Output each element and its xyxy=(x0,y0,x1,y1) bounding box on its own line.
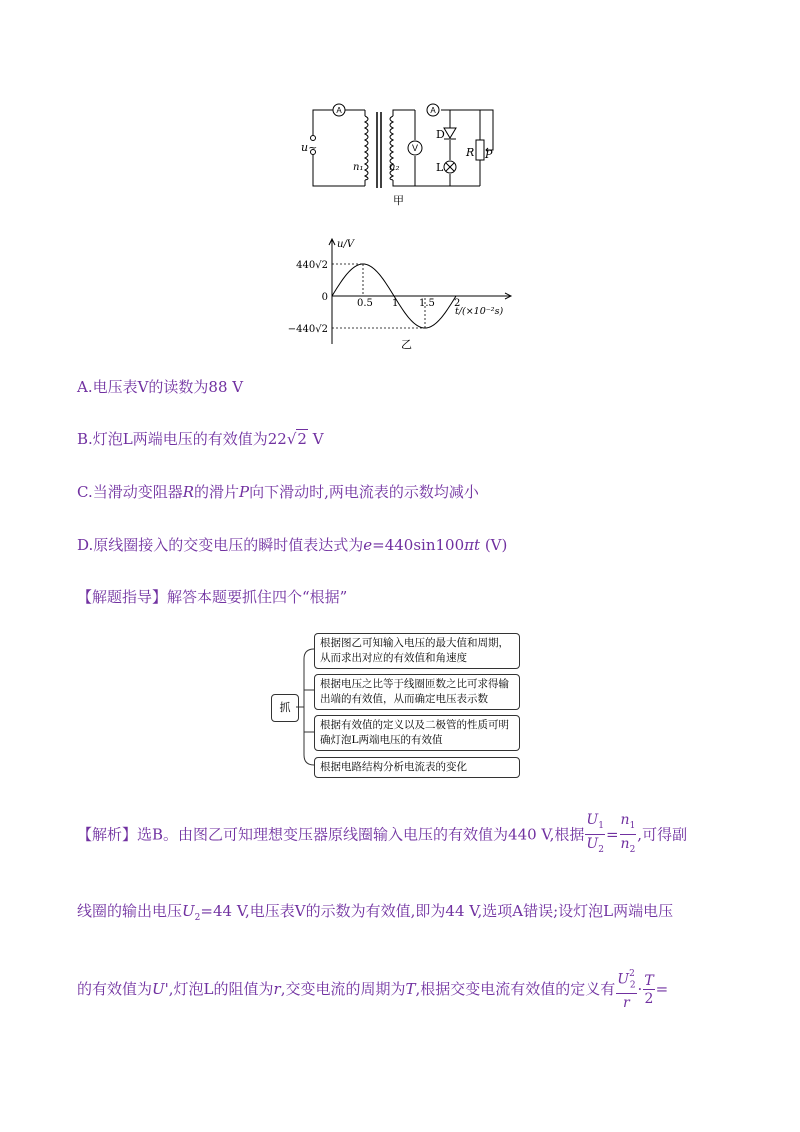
dot-operator: · xyxy=(637,980,643,999)
analysis-r: r xyxy=(273,980,281,999)
analysis-u2-sub: 2 xyxy=(194,913,201,923)
analysis-text-2a: 线圈的输出电压 xyxy=(77,902,183,920)
x-tick-label: 1.5 xyxy=(419,298,435,309)
frac1-den-sub: 2 xyxy=(598,844,604,855)
frac1-num-sub: 1 xyxy=(598,820,604,831)
option-a-text: A.电压表V的读数为88 V xyxy=(77,378,244,396)
circuit-caption: 甲 xyxy=(393,194,404,207)
frac3-num-sub: 2 xyxy=(629,980,636,991)
analysis-text-3a: 的有效值为 xyxy=(77,980,153,999)
option-d-e: e xyxy=(363,536,373,554)
option-b-text: B.灯泡L两端电压的有效值为22 xyxy=(77,430,287,448)
frac3-num: U xyxy=(617,971,630,988)
fraction-u2sq-r xyxy=(616,968,636,1012)
circuit-diagram xyxy=(295,100,510,210)
frac3-num-sup: 2 xyxy=(629,969,635,979)
diode-label: D xyxy=(436,128,445,141)
chart-caption: 乙 xyxy=(401,338,412,351)
mindmap-item-4: 根据电路结构分析电流表的变化 xyxy=(314,757,520,778)
resistor-label: R xyxy=(466,146,475,159)
waveform-chart xyxy=(285,236,525,354)
analysis-t: T xyxy=(405,980,416,999)
mindmap-root: 抓 xyxy=(271,694,299,722)
frac2-den-sub: 2 xyxy=(629,844,636,855)
y-tick-label: −440√2 xyxy=(287,324,328,335)
source-label: u~ xyxy=(301,141,318,154)
ammeter-primary-glyph: A xyxy=(336,106,342,115)
frac4-num: T xyxy=(644,972,654,989)
fraction-t-2 xyxy=(643,973,654,1008)
slider-label: P xyxy=(485,148,493,161)
frac3-den: r xyxy=(623,995,630,1012)
x-tick-label: 1 xyxy=(392,298,399,309)
lamp-label: L xyxy=(436,161,444,174)
option-d-text-1: D.原线圈接入的交变电压的瞬时值表达式为 xyxy=(77,536,364,554)
analysis-line-1 xyxy=(77,812,687,859)
option-b-unit: V xyxy=(307,430,324,448)
mindmap-item-3: 根据有效值的定义以及二极管的性质可明确灯泡L两端电压的有效值 xyxy=(314,715,520,751)
ammeter-secondary-glyph: A xyxy=(430,106,436,115)
lamp-icon xyxy=(444,161,456,173)
mindmap-item-2: 根据电压之比等于线圈匝数之比可求得输出端的有效值，从而确定电压表示数 xyxy=(314,674,520,710)
mindmap-connectors xyxy=(296,640,316,770)
option-c-p: P xyxy=(239,483,250,501)
analysis-text-3d: ,根据交变电流有效值的定义有 xyxy=(415,980,616,999)
option-d xyxy=(77,534,507,555)
x-axis-label: t/(×10⁻²s) xyxy=(455,306,504,317)
fraction-n1-n2 xyxy=(620,812,637,859)
analysis-text-3c: ,交变电流的周期为 xyxy=(280,980,406,999)
n1-label: n₁ xyxy=(353,162,364,173)
analysis-line-2 xyxy=(77,900,673,923)
diode-icon xyxy=(444,128,456,139)
analysis-u-prime: U' xyxy=(152,980,169,999)
option-c xyxy=(77,481,479,502)
analysis-text-1b: ,可得副 xyxy=(637,825,688,844)
frac2-num: n xyxy=(620,812,630,828)
n2-label: n₂ xyxy=(389,162,400,173)
frac1-num: U xyxy=(586,812,599,828)
frac1-den: U xyxy=(586,835,599,852)
mindmap-item-1: 根据图乙可知输入电压的最大值和周期，从而求出对应的有效值和角速度 xyxy=(314,633,520,669)
option-c-text-1: C.当滑动变阻器 xyxy=(77,483,183,501)
frac2-den: n xyxy=(620,835,630,852)
analysis-u2: U xyxy=(182,902,195,920)
guide-heading: 【解题指导】解答本题要抓住四个“根据” xyxy=(77,588,348,606)
analysis-text-3b: ,灯泡L的阻值为 xyxy=(168,980,274,999)
fraction-u1-u2 xyxy=(585,812,605,859)
x-tick-label: 2 xyxy=(454,298,461,309)
y-tick-label: 440√2 xyxy=(296,260,328,271)
option-c-text-2: 的滑片 xyxy=(194,483,240,501)
y-tick-label: 0 xyxy=(321,292,328,303)
option-d-unit: (V) xyxy=(480,536,508,554)
analysis-text-2b: =44 V,电压表V的示数为有效值,即为44 V,选项A错误;设灯泡L两端电压 xyxy=(200,902,674,920)
option-d-pi: πt xyxy=(464,536,481,554)
option-c-r: R xyxy=(182,483,195,501)
y-axis-label: u/V xyxy=(337,239,355,250)
analysis-equals-end: = xyxy=(655,980,669,999)
equals-sign: = xyxy=(605,825,619,844)
option-b-radicand: 2 xyxy=(297,430,307,448)
option-d-eq: =440sin100 xyxy=(372,536,465,554)
analysis-line-3 xyxy=(77,968,668,1012)
sqrt-symbol: √2 xyxy=(286,430,307,448)
frac4-den: 2 xyxy=(644,990,654,1007)
option-c-text-3: 向下滑动时,两电流表的示数均减小 xyxy=(249,483,479,501)
option-a xyxy=(77,376,243,397)
frac2-num-sub: 1 xyxy=(629,820,636,831)
analysis-text-1: 【解析】选B。由图乙可知理想变压器原线圈输入电压的有效值为440 V,根据 xyxy=(77,825,585,844)
x-tick-label: 0.5 xyxy=(357,298,373,309)
voltmeter-glyph: V xyxy=(411,143,419,153)
option-b xyxy=(77,428,324,449)
